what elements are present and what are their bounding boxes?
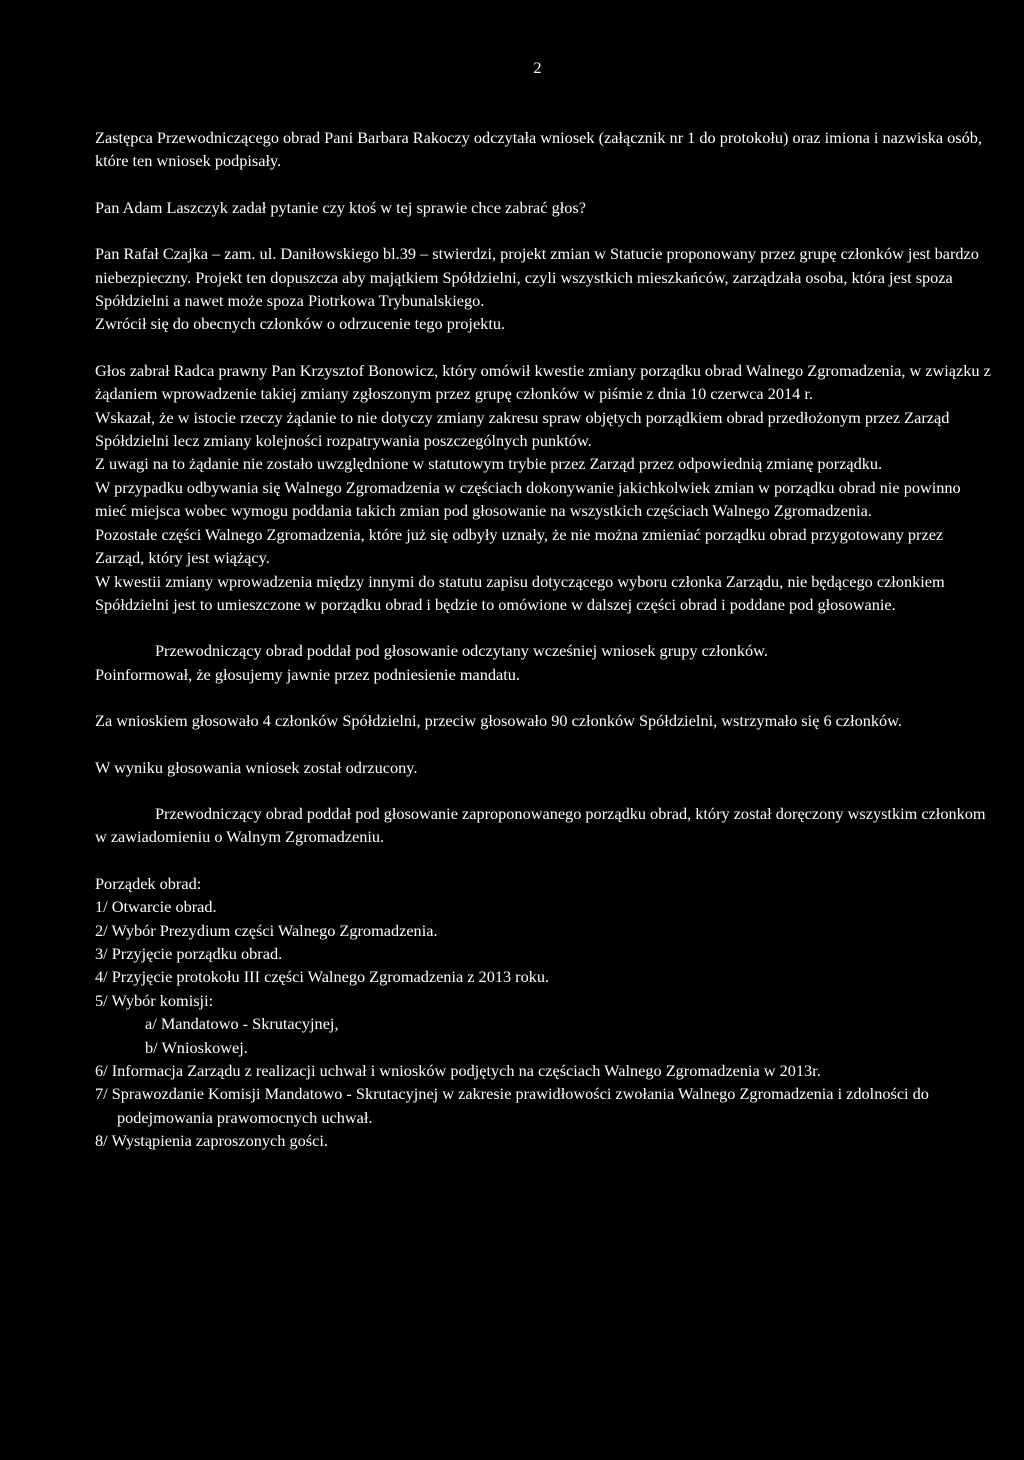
paragraph-other-parts: Pozostałe części Walnego Zgromadzenia, które już się odbyły uznały, że nie można zmieniać porządku obrad przygotowany przez Zarząd, który jest wiążący. [95, 524, 944, 568]
agenda-item: 4/ Przyjęcie protokołu III części Walnego Zgromadzenia z 2013 roku. [95, 967, 550, 987]
agenda-item: 1/ Otwarcie obrad. [95, 897, 217, 917]
paragraph-open-vote: Poinformował, że głosujemy jawnie przez podniesienie mandatu. [95, 664, 520, 684]
page-number: 2 [533, 58, 542, 77]
paragraph-parts-assembly: W przypadku odbywania się Walnego Zgromadzenia w częściach dokonywanie jakichkolwiek zmian w porządku obrad nie powinno mieć miejsca wobec wymogu poddania takich zmian pod głosowanie na wszystkich częściach Walnego Zgromadzenia. [95, 477, 961, 521]
agenda-item: 6/ Informacja Zarządu z realizacji uchwał i wniosków podjętych na częściach Walnego Zgromadzenia w 2013r. [95, 1061, 821, 1080]
agenda-subitem: a/ Mandatowo - Skrutacyjnej, [145, 1014, 339, 1034]
agenda-subitem: b/ Wnioskowej. [145, 1037, 248, 1057]
paragraph-motion-rejected: W wyniku głosowania wniosek został odrzucony. [95, 757, 418, 777]
paragraph-not-considered: Z uwagi na to żądanie nie zostało uwzględnione w statutowym trybie przez Zarząd przez odpowiednią zmianę porządku. [95, 454, 883, 474]
agenda-heading: Porządek obrad: [95, 873, 202, 893]
agenda-item: 3/ Przyjęcie porządku obrad. [95, 943, 283, 963]
paragraph-vote-motion: Przewodniczący obrad poddał pod głosowanie odczytany wcześniej wniosek grupy członków. [155, 641, 768, 661]
agenda-item: 2/ Wybór Prezydium części Walnego Zgromadzenia. [95, 920, 438, 940]
paragraph-czajka-appeal: Zwrócił się do obecnych członków o odrzucenie tego projektu. [95, 314, 506, 334]
paragraph-motion-read: Zastępca Przewodniczącego obrad Pani Barbara Rakoczy odczytała wniosek (załącznik nr 1 do protokołu) oraz imiona i nazwiska osób, które ten wniosek podpisały. [95, 128, 982, 171]
agenda-section [95, 872, 995, 1153]
paragraph-czajka-statement: Pan Rafał Czajka – zam. ul. Daniłowskiego bl.39 – stwierdzi, projekt zmian w Statucie proponowany przez grupę członków jest bardzo niebezpieczny. Projekt ten dopuszcza aby majątkiem Spółdzielni, czyli wszystkich mieszkańców, zarządzała osoba, która jest spoza Spółdzielni a nawet może spoza Piotrkowa Trybunalskiego. [95, 244, 979, 311]
paragraph-indicated: Wskazał, że w istocie rzeczy żądanie to nie dotyczy zmiany zakresu spraw objętych porządkiem obrad przedłożonym przez Zarząd Spółdzielni lecz zmiany kolejności rozpatrywania poszczególnych punktów. [95, 407, 950, 451]
agenda-item: 5/ Wybór komisji: [95, 990, 214, 1010]
paragraph-legal-counsel: Głos zabrał Radca prawny Pan Krzysztof Bonowicz, który omówił kwestie zmiany porządku obrad Walnego Zgromadzenia, w związku z żądaniem wprowadzenie takiej zmiany zgłoszonym przez grupę członków w piśmie z dnia 10 czerwca 2014 r. [95, 360, 991, 404]
paragraph-question: Pan Adam Laszczyk zadał pytanie czy ktoś w tej sprawie chce zabrać głos? [95, 197, 586, 217]
agenda-item: 8/ Wystąpienia zaproszonych gości. [95, 1131, 328, 1151]
paragraph-vote-result: Za wnioskiem głosowało 4 członków Spółdzielni, przeciw głosowało 90 członków Spółdzielni, wstrzymało się 6 członków. [95, 711, 902, 731]
paragraph-board-member: W kwestii zmiany wprowadzenia między innymi do statutu zapisu dotyczącego wyboru członka Zarządu, nie będącego członkiem Spółdzielni jest to umieszczone w porządku obrad i będzie to omówione w dalszej części obrad i poddane pod głosowanie. [95, 571, 945, 614]
paragraph-agenda-vote: Przewodniczący obrad poddał pod głosowanie zaproponowanego porządku obrad, który został doręczony wszystkim członkom w zawiadomieniu o Walnym Zgromadzeniu. [95, 803, 986, 847]
document-body [95, 126, 995, 1153]
agenda-item: 7/ Sprawozdanie Komisji Mandatowo - Skrutacyjnej w zakresie prawidłowości zwołania Walnego Zgromadzenia i zdolności do podejmowania prawomocnych uchwał. [95, 1084, 929, 1127]
